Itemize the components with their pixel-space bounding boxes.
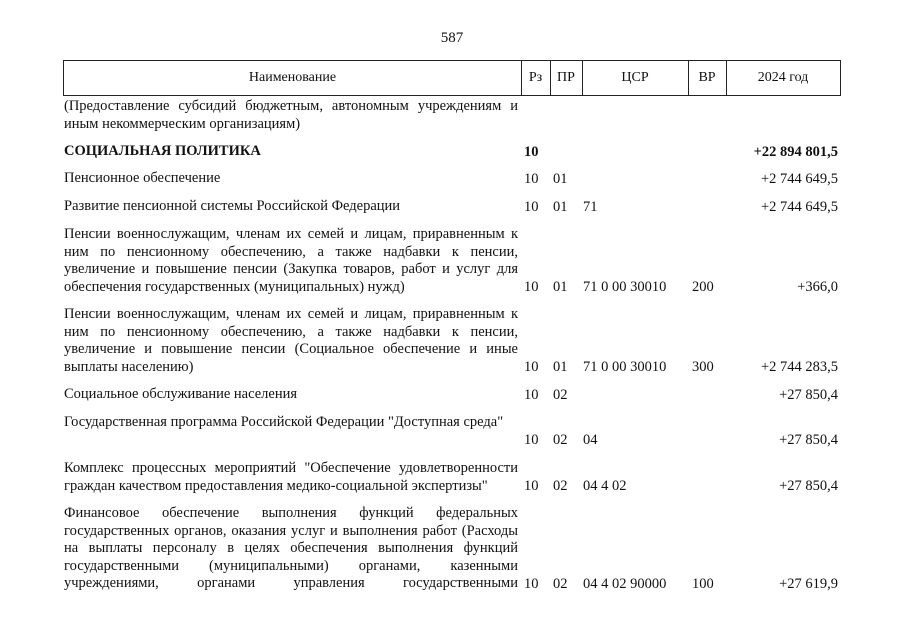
row-amount: +27 850,4 — [779, 386, 838, 403]
row-name: (Предоставление субсидий бюджетным, автономным учреждениям и иным некоммерческим организациям) — [64, 98, 518, 132]
row-amount: +27 850,4 — [779, 477, 838, 494]
header-year: 2024 год — [757, 70, 809, 85]
row-name: Финансовое обеспечение выполнения функций федеральных государственных органов, оказания услуг и выполнения работ (Расходы на выплаты персоналу в целях обеспечения выполнения функций государственными (муниципальными) органами, казенными учреждениями, органами управления государственными — [64, 505, 518, 591]
row-pr: 01 — [553, 170, 568, 187]
row-name: Социальное обслуживание населения — [64, 386, 298, 402]
row-name: Пенсии военнослужащим, членам их семей и лицам, приравненным к ним по пенсионному обеспечению, а также надбавки к пенсии, увеличение и повышение пенсии (Социальное обеспечение и иные выплаты населению) — [64, 306, 518, 375]
row-vr: 300 — [692, 358, 714, 375]
table-row — [0, 226, 904, 296]
table-row — [0, 505, 904, 593]
page-number: 587 — [440, 30, 464, 46]
row-csr: 71 0 00 30010 — [583, 358, 667, 375]
row-amount: +2 744 649,5 — [760, 198, 838, 215]
row-vr: 100 — [692, 575, 714, 592]
table-row — [0, 143, 904, 161]
header-rz: Рз — [528, 70, 543, 85]
row-vr: 200 — [692, 278, 714, 295]
row-name: Пенсионное обеспечение — [64, 170, 221, 186]
row-amount: +366,0 — [797, 278, 838, 295]
row-pr: 02 — [553, 575, 568, 592]
row-csr: 71 0 00 30010 — [583, 278, 667, 295]
table-row — [0, 170, 904, 188]
header-name: Наименование — [248, 70, 337, 85]
header-csr: ЦСР — [621, 70, 649, 85]
row-name: Комплекс процессных мероприятий "Обеспечение удовлетворенности граждан качеством предоставления медико-социальной экспертизы" — [64, 460, 518, 494]
row-rz: 10 — [524, 198, 539, 215]
row-csr: 04 — [583, 431, 598, 448]
row-rz: 10 — [524, 358, 539, 375]
table-row — [0, 306, 904, 376]
row-rz: 10 — [524, 477, 539, 494]
row-rz: 10 — [524, 170, 539, 187]
row-pr: 02 — [553, 477, 568, 494]
row-csr: 71 — [583, 198, 598, 215]
row-csr: 04 4 02 90000 — [583, 575, 667, 592]
row-amount: +2 744 283,5 — [760, 358, 838, 375]
row-rz: 10 — [524, 431, 539, 448]
row-name: Развитие пенсионной системы Российской Федерации — [64, 198, 401, 214]
row-amount: +22 894 801,5 — [753, 143, 838, 160]
row-rz: 10 — [524, 143, 539, 160]
row-name: Пенсии военнослужащим, членам их семей и лицам, приравненным к ним по пенсионному обеспечению, а также надбавки к пенсии, увеличение и повышение пенсии (Закупка товаров, работ и услуг для обеспечения государственных (муниципальных) нужд) — [64, 226, 518, 295]
table-row — [0, 386, 904, 404]
row-pr: 02 — [553, 431, 568, 448]
table-row — [0, 460, 904, 495]
header-pr: ПР — [557, 70, 575, 85]
row-amount: +27 850,4 — [779, 431, 838, 448]
row-pr: 01 — [553, 198, 568, 215]
table-row — [0, 414, 904, 449]
row-pr: 02 — [553, 386, 568, 403]
row-name: СОЦИАЛЬНАЯ ПОЛИТИКА — [64, 143, 261, 159]
row-pr: 01 — [553, 358, 568, 375]
row-rz: 10 — [524, 278, 539, 295]
table-row — [0, 198, 904, 216]
row-amount: +27 619,9 — [779, 575, 838, 592]
row-rz: 10 — [524, 386, 539, 403]
table-row — [0, 98, 904, 133]
row-csr: 04 4 02 — [583, 477, 627, 494]
row-pr: 01 — [553, 278, 568, 295]
row-name: Государственная программа Российской Федерации "Доступная среда" — [64, 414, 504, 430]
row-amount: +2 744 649,5 — [760, 170, 838, 187]
table-header — [63, 60, 841, 96]
header-vr: ВР — [698, 70, 716, 85]
row-rz: 10 — [524, 575, 539, 592]
